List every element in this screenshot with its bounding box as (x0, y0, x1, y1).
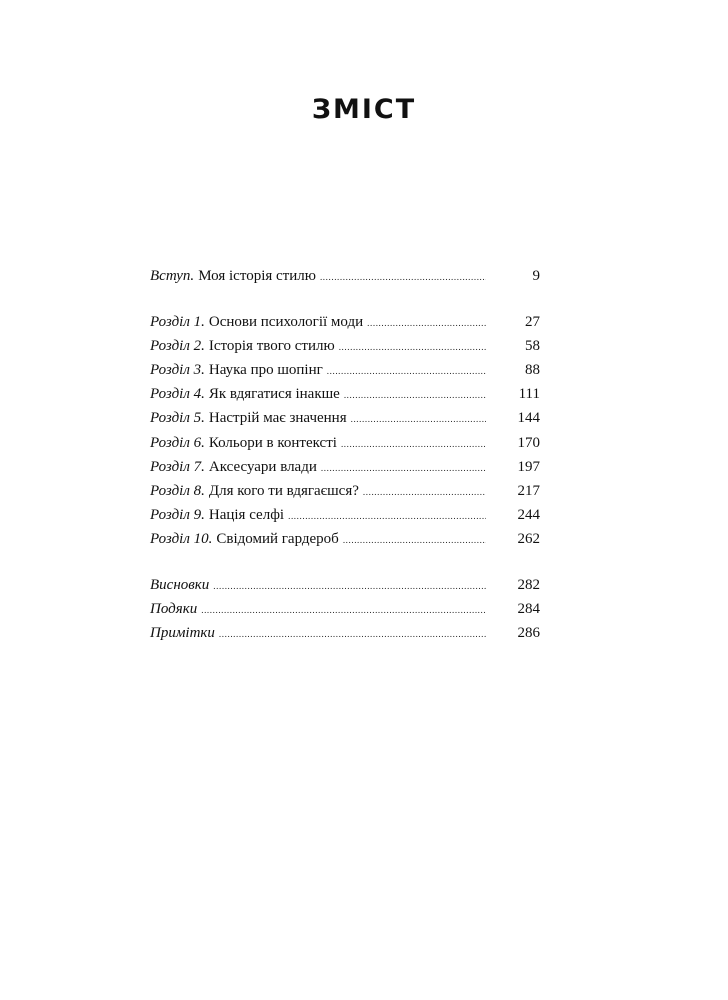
dot-leader (363, 480, 486, 504)
toc-entry[interactable] (150, 334, 540, 358)
toc-entry-title: Висновки (150, 577, 210, 594)
toc-entry-title: Свідомий гардероб (216, 530, 339, 547)
page-title: ЗМІСТ (311, 94, 417, 125)
toc-entry-title: Основи психології моди (208, 314, 364, 331)
toc-entry-page: 111 (518, 386, 540, 403)
toc-entry-page: 282 (517, 577, 540, 594)
toc-entry-title: Подяки (150, 601, 198, 618)
toc-entry-page: 58 (525, 338, 540, 355)
toc-entry[interactable] (150, 527, 540, 551)
toc-entry-page: 27 (525, 314, 540, 331)
toc-entry[interactable] (150, 310, 540, 334)
dot-leader (351, 407, 486, 431)
toc-entry-page: 9 (532, 268, 540, 284)
dot-leader (201, 598, 486, 622)
table-of-contents (150, 264, 540, 645)
toc-entry-lead: Розділ 9. (150, 506, 205, 523)
dot-leader (339, 335, 486, 359)
toc-entry-page: 144 (517, 410, 540, 427)
toc-entry-lead: Розділ 3. (150, 362, 205, 379)
dot-leader (321, 456, 486, 480)
toc-entry[interactable] (150, 621, 540, 645)
dot-leader (344, 383, 486, 407)
toc-entry-page: 197 (517, 458, 540, 475)
dot-leader (367, 311, 486, 335)
toc-entry[interactable] (150, 503, 540, 527)
toc-entry[interactable] (150, 431, 540, 455)
toc-entry-lead: Розділ 5. (150, 410, 205, 427)
toc-entry[interactable] (150, 382, 540, 406)
toc-entry-title: Як вдягатися інакше (208, 386, 340, 403)
toc-entry-title: Аксесуари влади (208, 458, 317, 475)
dot-leader (341, 432, 486, 456)
toc-entry-title: Примітки (150, 625, 215, 642)
toc-entry-lead: Розділ 6. (150, 434, 205, 451)
toc-entry-lead: Розділ 4. (150, 386, 205, 403)
toc-entry-page: 170 (517, 434, 540, 451)
toc-entry-title: Нація селфі (208, 506, 285, 523)
toc-entry-title: Для кого ти вдягаєшся? (208, 482, 359, 499)
toc-entry-page: 284 (517, 601, 540, 618)
toc-entry-page: 262 (517, 530, 540, 547)
toc-entry-lead: Розділ 7. (150, 458, 205, 475)
toc-group-intro (150, 264, 540, 288)
toc-entry[interactable] (150, 264, 540, 288)
toc-entry-page: 217 (517, 482, 540, 499)
dot-leader (320, 265, 486, 289)
toc-entry[interactable] (150, 406, 540, 430)
toc-entry-title: Наука про шопінг (208, 362, 323, 379)
toc-entry-title: Настрій має значення (208, 410, 347, 427)
toc-entry[interactable] (150, 597, 540, 621)
toc-entry[interactable] (150, 479, 540, 503)
dot-leader (288, 504, 486, 528)
toc-entry-title: Моя історія стилю (198, 268, 316, 284)
toc-entry-title: Кольори в контексті (208, 434, 337, 451)
toc-entry-lead: Вступ. (150, 268, 195, 284)
toc-group-chapters (150, 310, 540, 551)
dot-leader (213, 574, 486, 598)
dot-leader (327, 359, 486, 383)
dot-leader (343, 528, 486, 552)
toc-entry-title: Історія твого стилю (208, 338, 335, 355)
toc-group-backmatter (150, 573, 540, 645)
toc-entry[interactable] (150, 358, 540, 382)
toc-entry[interactable] (150, 573, 540, 597)
toc-entry-page: 286 (517, 625, 540, 642)
toc-entry[interactable] (150, 455, 540, 479)
toc-entry-lead: Розділ 8. (150, 482, 205, 499)
toc-entry-page: 88 (525, 362, 540, 379)
toc-entry-lead: Розділ 2. (150, 338, 205, 355)
toc-entry-page: 244 (517, 506, 540, 523)
dot-leader (219, 622, 486, 646)
toc-entry-lead: Розділ 1. (150, 314, 205, 331)
toc-entry-lead: Розділ 10. (150, 530, 213, 547)
